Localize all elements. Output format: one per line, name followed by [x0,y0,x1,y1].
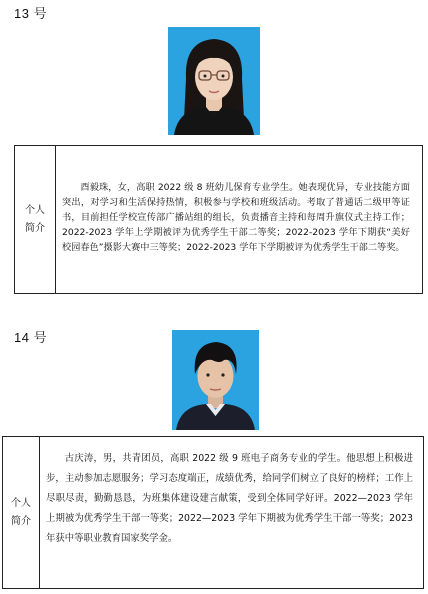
profile-label-line1: 个人 [11,497,31,509]
portrait-image [172,330,259,430]
profile-intro-text: 酉毅珠，女，高职 2022 级 8 班幼儿保育专业学生。她表现优异，专业技能方面突出，对学习和生活保持热情，积极参与学校和班级活动。考取了普通话二级甲等证书，目前担任学校宣传部广播站组的组长，负责播音主持和每周升旗仪式主持工作；2022-2023 学年上学期被评为优秀学生干部二等奖；2022-2023 学年下期获“美好校园春色”摄影大赛中三等奖；2022-2023 学年下学期被评为优秀学生干部二等奖。 [62,182,410,253]
student-portrait-photo [168,27,260,135]
profile-card [2,436,424,589]
profile-label-line1: 个人 [25,204,45,216]
profile-intro-text: 古庆涛，男，共青团员，高职 2022 级 9 班电子商务专业的学生。他思想上积极进步，主动参加志愿服务；学习态度端正，成绩优秀，给同学们树立了良好的榜样；工作上尽职尽责，勤勤恳恳，为班集体建设建言献策，受到全体同学好评。2022—2023 学年上期被为优秀学生干部一等奖；2022—2023 学年下期被为优秀学生干部一等奖；2023 年获中等职业教育国家奖学金。 [46,453,413,544]
student-portrait-photo [172,330,259,430]
portrait-image [168,27,260,135]
profile-label-line2: 简介 [25,222,45,234]
profile-label-line2: 简介 [11,515,31,527]
entry-number: 14 号 [14,330,48,345]
entry-number: 13 号 [14,6,48,21]
profile-card [14,145,423,294]
profile-label-cell [3,437,40,588]
profile-label-cell [15,146,56,293]
